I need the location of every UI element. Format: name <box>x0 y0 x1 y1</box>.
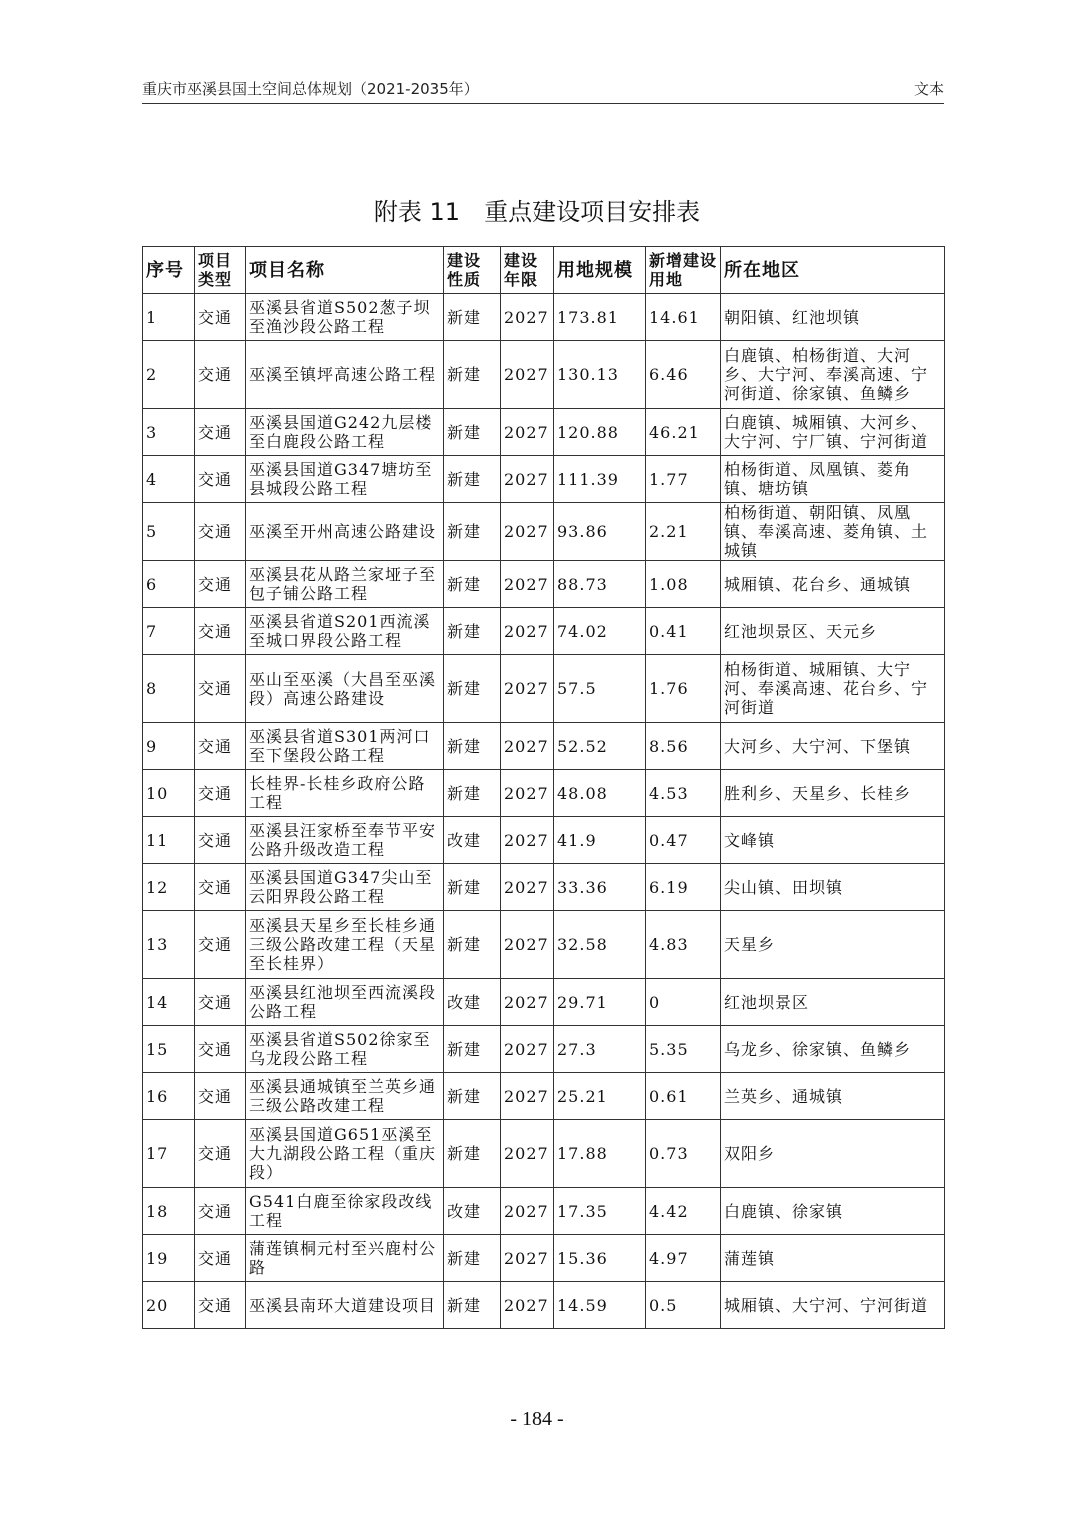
cell-scale: 48.08 <box>554 770 646 817</box>
cell-area: 柏杨街道、朝阳镇、凤凰镇、奉溪高速、菱角镇、土城镇 <box>721 503 945 561</box>
cell-new-land: 4.53 <box>646 770 721 817</box>
cell-type: 交通 <box>195 864 246 911</box>
cell-no: 14 <box>143 979 195 1026</box>
cell-scale: 25.21 <box>554 1073 646 1120</box>
col-header-scale: 用地规模 <box>554 247 646 294</box>
cell-year: 2027 <box>501 1073 554 1120</box>
cell-name: 巫溪县红池坝至西流溪段公路工程 <box>246 979 444 1026</box>
cell-name: 巫溪县省道S502葱子坝至渔沙段公路工程 <box>246 294 444 341</box>
project-schedule-table <box>142 246 945 1329</box>
cell-name: 巫溪县花从路兰家垭子至包子铺公路工程 <box>246 561 444 608</box>
cell-scale: 74.02 <box>554 608 646 655</box>
cell-scale: 41.9 <box>554 817 646 864</box>
cell-scale: 32.58 <box>554 911 646 979</box>
cell-area: 城厢镇、大宁河、宁河街道 <box>721 1282 945 1329</box>
table-row <box>143 1120 945 1188</box>
page-number: - 184 - <box>510 1408 564 1430</box>
cell-type: 交通 <box>195 503 246 561</box>
cell-year: 2027 <box>501 608 554 655</box>
cell-type: 交通 <box>195 1073 246 1120</box>
cell-no: 6 <box>143 561 195 608</box>
cell-name: G541白鹿至徐家段改线工程 <box>246 1188 444 1235</box>
cell-nature: 新建 <box>444 456 501 503</box>
cell-area: 双阳乡 <box>721 1120 945 1188</box>
cell-year: 2027 <box>501 1026 554 1073</box>
cell-new-land: 0.41 <box>646 608 721 655</box>
cell-name: 蒲莲镇桐元村至兴鹿村公路 <box>246 1235 444 1282</box>
cell-new-land: 4.42 <box>646 1188 721 1235</box>
cell-new-land: 0.5 <box>646 1282 721 1329</box>
cell-new-land: 2.21 <box>646 503 721 561</box>
cell-no: 20 <box>143 1282 195 1329</box>
cell-area: 文峰镇 <box>721 817 945 864</box>
col-header-nature: 建设性质 <box>444 247 501 294</box>
cell-name: 巫溪县天星乡至长桂乡通三级公路改建工程（天星至长桂界） <box>246 911 444 979</box>
col-header-area: 所在地区 <box>721 247 945 294</box>
cell-nature: 新建 <box>444 503 501 561</box>
cell-type: 交通 <box>195 817 246 864</box>
table-row <box>143 1188 945 1235</box>
cell-new-land: 4.83 <box>646 911 721 979</box>
cell-no: 13 <box>143 911 195 979</box>
cell-name: 巫溪至镇坪高速公路工程 <box>246 341 444 409</box>
cell-year: 2027 <box>501 817 554 864</box>
header-section-label: 文本 <box>913 80 944 98</box>
cell-scale: 111.39 <box>554 456 646 503</box>
cell-nature: 新建 <box>444 911 501 979</box>
table-title: 附表 11 重点建设项目安排表 <box>373 198 701 226</box>
cell-new-land: 4.97 <box>646 1235 721 1282</box>
cell-name: 巫溪县省道S502徐家至乌龙段公路工程 <box>246 1026 444 1073</box>
cell-no: 15 <box>143 1026 195 1073</box>
cell-nature: 新建 <box>444 1073 501 1120</box>
cell-scale: 130.13 <box>554 341 646 409</box>
cell-area: 蒲莲镇 <box>721 1235 945 1282</box>
cell-area: 白鹿镇、徐家镇 <box>721 1188 945 1235</box>
table-row <box>143 294 945 341</box>
cell-nature: 新建 <box>444 561 501 608</box>
cell-no: 5 <box>143 503 195 561</box>
cell-year: 2027 <box>501 341 554 409</box>
cell-area: 城厢镇、花台乡、通城镇 <box>721 561 945 608</box>
cell-area: 白鹿镇、城厢镇、大河乡、大宁河、宁厂镇、宁河街道 <box>721 409 945 456</box>
cell-scale: 14.59 <box>554 1282 646 1329</box>
cell-new-land: 8.56 <box>646 723 721 770</box>
cell-new-land: 6.46 <box>646 341 721 409</box>
cell-name: 巫山至巫溪（大昌至巫溪段）高速公路建设 <box>246 655 444 723</box>
table-row <box>143 1073 945 1120</box>
table-row <box>143 1282 945 1329</box>
cell-scale: 33.36 <box>554 864 646 911</box>
cell-no: 17 <box>143 1120 195 1188</box>
cell-year: 2027 <box>501 409 554 456</box>
cell-type: 交通 <box>195 561 246 608</box>
cell-type: 交通 <box>195 1282 246 1329</box>
cell-type: 交通 <box>195 979 246 1026</box>
cell-no: 12 <box>143 864 195 911</box>
table-row <box>143 723 945 770</box>
cell-year: 2027 <box>501 561 554 608</box>
col-header-no: 序号 <box>143 247 195 294</box>
cell-year: 2027 <box>501 979 554 1026</box>
cell-new-land: 0.47 <box>646 817 721 864</box>
cell-scale: 29.71 <box>554 979 646 1026</box>
cell-type: 交通 <box>195 608 246 655</box>
cell-nature: 改建 <box>444 817 501 864</box>
cell-no: 3 <box>143 409 195 456</box>
cell-year: 2027 <box>501 503 554 561</box>
cell-name: 巫溪县通城镇至兰英乡通三级公路改建工程 <box>246 1073 444 1120</box>
cell-scale: 52.52 <box>554 723 646 770</box>
cell-name: 巫溪县汪家桥至奉节平安公路升级改造工程 <box>246 817 444 864</box>
cell-no: 4 <box>143 456 195 503</box>
table-row <box>143 608 945 655</box>
cell-year: 2027 <box>501 1235 554 1282</box>
cell-year: 2027 <box>501 655 554 723</box>
cell-new-land: 0.61 <box>646 1073 721 1120</box>
cell-type: 交通 <box>195 456 246 503</box>
cell-year: 2027 <box>501 770 554 817</box>
cell-nature: 新建 <box>444 1235 501 1282</box>
cell-year: 2027 <box>501 294 554 341</box>
cell-area: 朝阳镇、红池坝镇 <box>721 294 945 341</box>
col-header-name: 项目名称 <box>246 247 444 294</box>
table-row <box>143 341 945 409</box>
cell-no: 19 <box>143 1235 195 1282</box>
cell-no: 2 <box>143 341 195 409</box>
cell-year: 2027 <box>501 723 554 770</box>
table-row <box>143 456 945 503</box>
cell-new-land: 6.19 <box>646 864 721 911</box>
cell-name: 巫溪县南环大道建设项目 <box>246 1282 444 1329</box>
cell-new-land: 46.21 <box>646 409 721 456</box>
cell-name: 巫溪县国道G242九层楼至白鹿段公路工程 <box>246 409 444 456</box>
cell-nature: 新建 <box>444 723 501 770</box>
cell-new-land: 0.73 <box>646 1120 721 1188</box>
cell-name: 巫溪至开州高速公路建设 <box>246 503 444 561</box>
cell-type: 交通 <box>195 1235 246 1282</box>
cell-no: 10 <box>143 770 195 817</box>
cell-scale: 27.3 <box>554 1026 646 1073</box>
cell-no: 8 <box>143 655 195 723</box>
table-row <box>143 561 945 608</box>
cell-scale: 88.73 <box>554 561 646 608</box>
table-header <box>143 247 945 294</box>
cell-no: 16 <box>143 1073 195 1120</box>
cell-area: 尖山镇、田坝镇 <box>721 864 945 911</box>
cell-nature: 新建 <box>444 1026 501 1073</box>
cell-area: 天星乡 <box>721 911 945 979</box>
cell-no: 9 <box>143 723 195 770</box>
cell-area: 胜利乡、天星乡、长桂乡 <box>721 770 945 817</box>
cell-nature: 新建 <box>444 655 501 723</box>
cell-new-land: 1.76 <box>646 655 721 723</box>
header-document-title: 重庆市巫溪县国土空间总体规划（2021-2035年） <box>142 80 479 98</box>
cell-nature: 改建 <box>444 979 501 1026</box>
cell-type: 交通 <box>195 1188 246 1235</box>
cell-type: 交通 <box>195 294 246 341</box>
cell-nature: 改建 <box>444 1188 501 1235</box>
cell-year: 2027 <box>501 456 554 503</box>
table-row <box>143 409 945 456</box>
cell-scale: 17.88 <box>554 1120 646 1188</box>
table-row <box>143 1026 945 1073</box>
cell-nature: 新建 <box>444 1282 501 1329</box>
cell-new-land: 5.35 <box>646 1026 721 1073</box>
cell-type: 交通 <box>195 655 246 723</box>
col-header-year: 建设年限 <box>501 247 554 294</box>
cell-type: 交通 <box>195 911 246 979</box>
cell-name: 巫溪县国道G651巫溪至大九湖段公路工程（重庆段） <box>246 1120 444 1188</box>
cell-new-land: 1.08 <box>646 561 721 608</box>
cell-nature: 新建 <box>444 294 501 341</box>
cell-scale: 120.88 <box>554 409 646 456</box>
cell-scale: 15.36 <box>554 1235 646 1282</box>
cell-area: 大河乡、大宁河、下堡镇 <box>721 723 945 770</box>
cell-nature: 新建 <box>444 770 501 817</box>
cell-scale: 17.35 <box>554 1188 646 1235</box>
table-body <box>143 294 945 1329</box>
cell-area: 兰英乡、通城镇 <box>721 1073 945 1120</box>
table-row <box>143 817 945 864</box>
cell-no: 1 <box>143 294 195 341</box>
cell-new-land: 14.61 <box>646 294 721 341</box>
cell-scale: 57.5 <box>554 655 646 723</box>
cell-year: 2027 <box>501 864 554 911</box>
table-row <box>143 911 945 979</box>
cell-new-land: 1.77 <box>646 456 721 503</box>
cell-name: 巫溪县国道G347塘坊至县城段公路工程 <box>246 456 444 503</box>
cell-nature: 新建 <box>444 409 501 456</box>
cell-nature: 新建 <box>444 864 501 911</box>
cell-year: 2027 <box>501 1120 554 1188</box>
table-row <box>143 1235 945 1282</box>
cell-year: 2027 <box>501 1282 554 1329</box>
cell-type: 交通 <box>195 723 246 770</box>
cell-nature: 新建 <box>444 608 501 655</box>
cell-area: 红池坝景区、天元乡 <box>721 608 945 655</box>
cell-area: 白鹿镇、柏杨街道、大河乡、大宁河、奉溪高速、宁河街道、徐家镇、鱼鳞乡 <box>721 341 945 409</box>
col-header-new-land: 新增建设用地 <box>646 247 721 294</box>
cell-type: 交通 <box>195 770 246 817</box>
table-row <box>143 864 945 911</box>
running-header <box>142 78 944 104</box>
cell-no: 7 <box>143 608 195 655</box>
cell-area: 柏杨街道、凤凰镇、菱角镇、塘坊镇 <box>721 456 945 503</box>
col-header-type: 项目类型 <box>195 247 246 294</box>
cell-type: 交通 <box>195 1120 246 1188</box>
cell-nature: 新建 <box>444 341 501 409</box>
cell-scale: 93.86 <box>554 503 646 561</box>
cell-area: 红池坝景区 <box>721 979 945 1026</box>
cell-no: 11 <box>143 817 195 864</box>
cell-name: 长桂界-长桂乡政府公路工程 <box>246 770 444 817</box>
cell-year: 2027 <box>501 911 554 979</box>
cell-new-land: 0 <box>646 979 721 1026</box>
cell-year: 2027 <box>501 1188 554 1235</box>
table-row <box>143 979 945 1026</box>
cell-no: 18 <box>143 1188 195 1235</box>
table-row <box>143 770 945 817</box>
cell-scale: 173.81 <box>554 294 646 341</box>
cell-name: 巫溪县国道G347尖山至云阳界段公路工程 <box>246 864 444 911</box>
cell-area: 乌龙乡、徐家镇、鱼鳞乡 <box>721 1026 945 1073</box>
header-row <box>143 247 945 294</box>
table-row <box>143 503 945 561</box>
cell-type: 交通 <box>195 1026 246 1073</box>
cell-type: 交通 <box>195 409 246 456</box>
cell-name: 巫溪县省道S301两河口至下堡段公路工程 <box>246 723 444 770</box>
table-row <box>143 655 945 723</box>
cell-area: 柏杨街道、城厢镇、大宁河、奉溪高速、花台乡、宁河街道 <box>721 655 945 723</box>
cell-name: 巫溪县省道S201西流溪至城口界段公路工程 <box>246 608 444 655</box>
cell-type: 交通 <box>195 341 246 409</box>
cell-nature: 新建 <box>444 1120 501 1188</box>
